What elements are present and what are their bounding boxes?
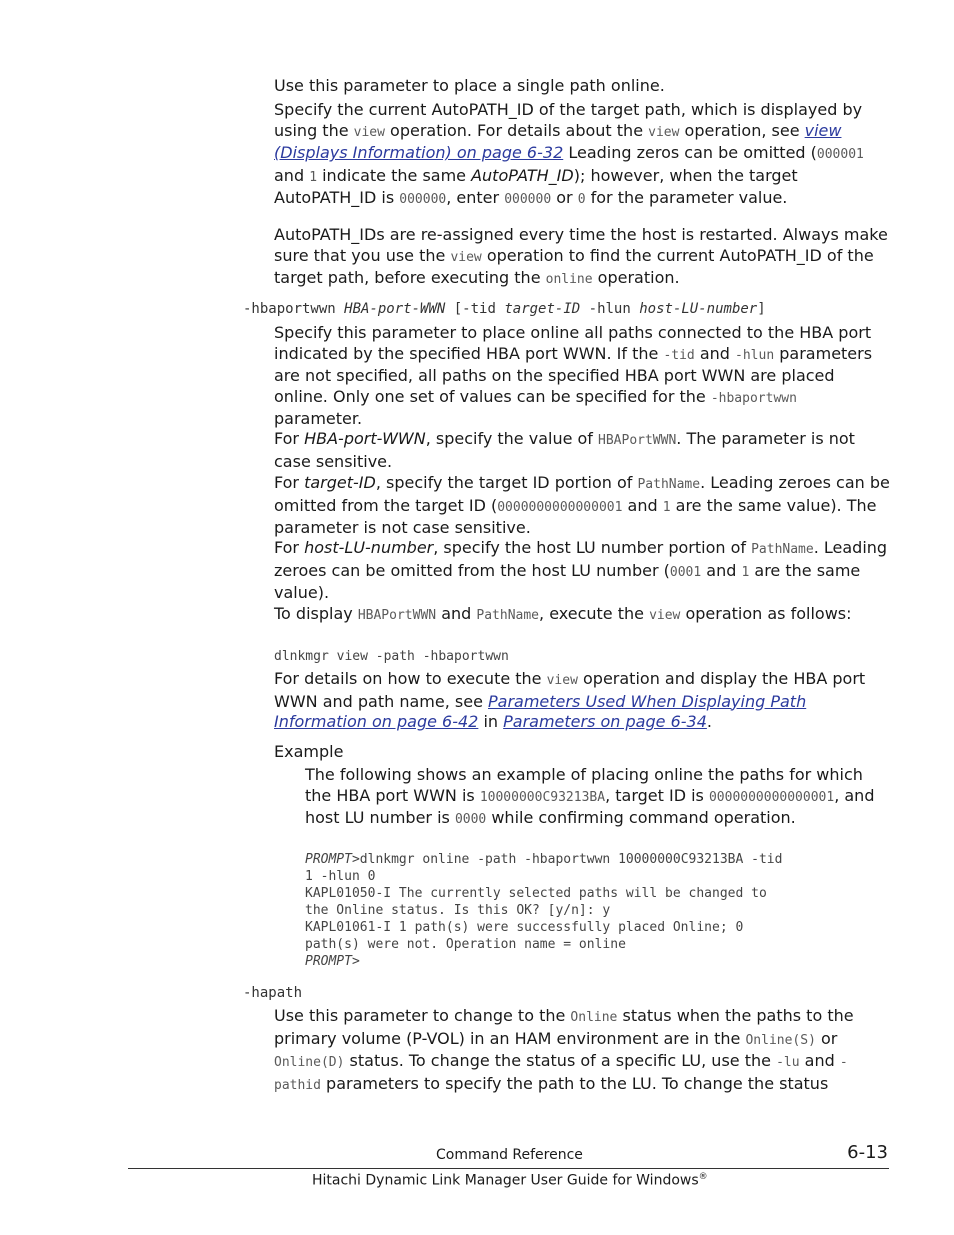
paragraph-example-description: The following shows an example of placing online the paths for which the HBA port WWN is 10000000C93213BA, target ID is 0000000000000001, and host LU number is 0000 while confirming command operation.: [305, 765, 875, 828]
prompt-label-end: PROMPT: [305, 954, 352, 969]
paragraph-host-lu-number: For host-LU-number, specify the host LU number portion of PathName. Leading zeroes can be omitted from the host LU number (0001 and 1 are the same value).: [274, 538, 888, 603]
footer-page-number: 6-13: [847, 1142, 888, 1163]
paragraph-place-single-path: Use this parameter to place a single path online.: [274, 76, 665, 95]
footer-divider: [128, 1168, 889, 1169]
footer-chapter: Command Reference: [436, 1147, 583, 1163]
link-parameters-6-34[interactable]: Parameters on page 6-34: [503, 712, 707, 732]
prompt-label: PROMPT: [305, 852, 352, 867]
paragraph-autopath-reassigned: AutoPATH_IDs are re-assigned every time the host is restarted. Always make sure that you use the view operation to find the current AutoPATH_ID of the target path, before executing the online operation.: [274, 225, 888, 288]
term-hbaportwwn: -hbaportwwn HBA-port-WWN [-tid target-ID -hlun host-LU-number]: [243, 301, 766, 317]
paragraph-specify-autopath-id: Specify the current AutoPATH_ID of the target path, which is displayed by using the view operation. For details about the view operation, see view (Displays Information) on page 6-32 Leading zeros can be omitted (000001 and 1 indicate the same AutoPATH_ID); however, when the target AutoPATH_ID is 000000, enter 000000 or 0 for the parameter value.: [274, 100, 864, 208]
example-heading: Example: [274, 742, 344, 761]
link-view-displays-information[interactable]: view (Displays Information) on page 6-32: [274, 120, 842, 163]
link-parameters-displaying-path[interactable]: Parameters Used When Displaying Path Information on page 6-42: [274, 691, 807, 732]
paragraph-hbaportwwn-description: Specify this parameter to place online all paths connected to the HBA port indicated by the specified HBA port WWN. If the -tid and -hlun parameters are not specified, all paths on the specified HBA port WWN are placed online. Only one set of values can be specified for the -hbaportwwn parameter.: [274, 323, 873, 429]
code-view-command: dlnkmgr view -path -hbaportwwn: [274, 649, 509, 664]
paragraph-to-display: To display HBAPortWWN and PathName, execute the view operation as follows:: [274, 604, 852, 623]
paragraph-hba-port-wwn: For HBA-port-WWN, specify the value of HBAPortWWN. The parameter is not case sensitive.: [274, 429, 855, 471]
paragraph-hapath-description: Use this parameter to change to the Online status when the paths to the primary volume (P-VOL) in an HAM environment are in the Online(S) or Online(D) status. To change the status of a specific LU, use the -lu and -pathid parameters to specify the path to the LU. To change the status: [274, 1006, 854, 1093]
example-code-block: PROMPT>dlnkmgr online -path -hbaportwwn 10000000C93213BA -tid 1 -hlun 0 KAPL01050-I The currently selected paths will be changed to the Online status. Is this OK? [y/n]: y KAPL01061-I 1 path(s) were successfully placed Online; 0 path(s) were not. Operation name = online PROMPT>: [305, 852, 783, 969]
footer-book-title: Hitachi Dynamic Link Manager User Guide for Windows®: [312, 1172, 708, 1189]
term-hapath: -hapath: [243, 985, 303, 1001]
paragraph-target-id: For target-ID, specify the target ID portion of PathName. Leading zeroes can be omitted from the target ID (0000000000000001 and 1 are the same value). The parameter is not case sensitive.: [274, 473, 890, 538]
paragraph-for-details: For details on how to execute the view operation and display the HBA port WWN and path name, see Parameters Used When Displaying Path Information on page 6-42 in Parameters on page 6-34.: [274, 669, 866, 732]
